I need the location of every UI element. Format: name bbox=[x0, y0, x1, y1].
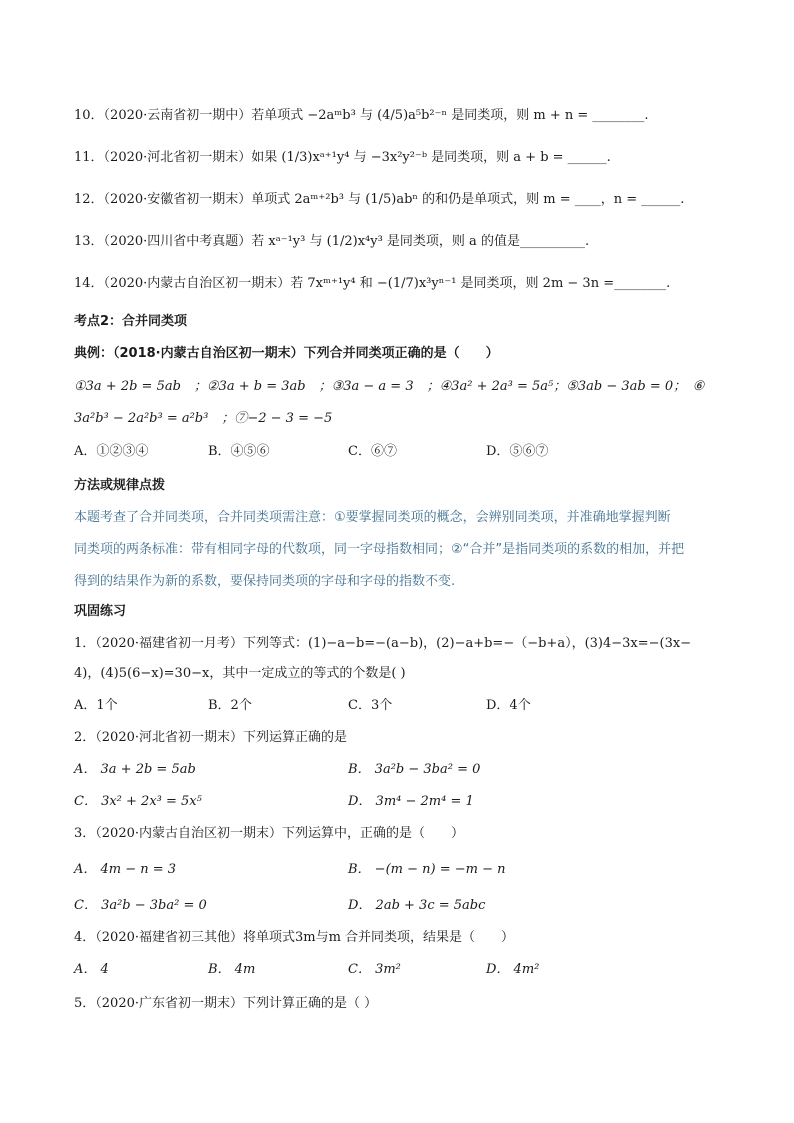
practice-2-option-b: B． 3a²b − 3ba² = 0 bbox=[348, 762, 481, 777]
practice-4-option-a: A． 4 bbox=[74, 962, 109, 977]
practice-1-option-c: C．3个 bbox=[348, 698, 393, 713]
practice-3-option-c: C． 3a²b − 3ba² = 0 bbox=[74, 898, 207, 913]
practice-3-option-d: D． 2ab + 3c = 5abc bbox=[348, 898, 486, 913]
practice-3-option-b: B． −(m − n) = −m − n bbox=[348, 862, 506, 877]
method-line-2: 同类项的两条标准：带有相同字母的代数项，同一字母指数相同；②“合并”是指同类项的系数的相加，并把 bbox=[74, 542, 685, 557]
example-option-d: D．⑤⑥⑦ bbox=[486, 444, 549, 459]
practice-2-option-d: D． 3m⁴ − 2m⁴ = 1 bbox=[348, 794, 474, 809]
practice-4-option-b: B． 4m bbox=[208, 962, 256, 977]
example-option-b: B．④⑤⑥ bbox=[208, 444, 270, 459]
practice-4-option-c: C． 3m² bbox=[348, 962, 401, 977]
practice-4: 4．（2020·福建省初三其他）将单项式3m与m 合并同类项，结果是（ ） bbox=[74, 930, 515, 945]
question-13: 13．（2020·四川省中考真题）若 xᵃ⁻¹y³ 与 (1/2)x⁴y³ 是同类项，则 a 的值是__________. bbox=[74, 234, 590, 249]
practice-2: 2．（2020·河北省初一期末）下列运算正确的是 bbox=[74, 730, 347, 745]
practice-1-option-b: B．2个 bbox=[208, 698, 252, 713]
method-line-1: 本题考查了合并同类项，合并同类项需注意：①要掌握同类项的概念，会辨别同类项，并准确地掌握判断 bbox=[74, 510, 671, 525]
question-11: 11．（2020·河北省初一期末）如果 (1/3)xᵃ⁺¹y⁴ 与 −3x²y²⁻ᵇ 是同类项，则 a + b = ______. bbox=[74, 150, 611, 165]
practice-heading: 巩固练习 bbox=[74, 604, 127, 619]
practice-5: 5．（2020·广东省初一期末）下列计算正确的是（ ） bbox=[74, 996, 378, 1011]
example-option-c: C．⑥⑦ bbox=[348, 444, 397, 459]
practice-1-line-2: 4)，(4)5(6−x)=30−x，其中一定成立的等式的个数是( ) bbox=[74, 666, 406, 681]
practice-3: 3．（2020·内蒙古自治区初一期末）下列运算中，正确的是（ ） bbox=[74, 826, 464, 841]
question-12: 12．（2020·安徽省初一期末）单项式 2aᵐ⁺²b³ 与 (1/5)abⁿ 的和仍是单项式，则 m = ____，n = ______. bbox=[74, 192, 685, 207]
practice-2-option-c: C． 3x² + 2x³ = 5x⁵ bbox=[74, 794, 202, 809]
example-items-line1: ①3a + 2b = 5ab ；②3a + b = 3ab ；③3a − a = 3 ；④3a² + 2a³ = 5a⁵；⑤3ab − 3ab = 0； ⑥ bbox=[74, 379, 705, 394]
practice-1-option-a: A．1个 bbox=[74, 698, 118, 713]
method-heading: 方法或规律点拨 bbox=[74, 478, 166, 493]
question-14: 14．（2020·内蒙古自治区初一期末）若 7xᵐ⁺¹y⁴ 和 −(1/7)x³yⁿ⁻¹ 是同类项，则 2m − 3n =________. bbox=[74, 276, 671, 291]
practice-1-line-1: 1．（2020·福建省初一月考）下列等式：(1)−a−b=−(a−b)，(2)−a+b=−（−b+a），(3)4−3x=−(3x− bbox=[74, 636, 692, 651]
example-text: 典例：（2018·内蒙古自治区初一期末）下列合并同类项正确的是（ ） bbox=[74, 346, 499, 361]
example-option-a: A．①②③④ bbox=[74, 444, 149, 459]
section-heading-topic2: 考点2：合并同类项 bbox=[74, 314, 188, 329]
practice-3-option-a: A． 4m − n = 3 bbox=[74, 862, 177, 877]
example-items-line2: 3a²b³ − 2a²b³ = a²b³ ；⑦−2 − 3 = −5 bbox=[74, 411, 333, 426]
practice-2-option-a: A． 3a + 2b = 5ab bbox=[74, 762, 196, 777]
method-line-3: 得到的结果作为新的系数，要保持同类项的字母和字母的指数不变. bbox=[74, 574, 456, 589]
question-10: 10．（2020·云南省初一期中）若单项式 −2aᵐb³ 与 (4/5)a⁵b²⁻ⁿ 是同类项，则 m + n = ________. bbox=[74, 108, 649, 123]
practice-4-option-d: D． 4m² bbox=[486, 962, 540, 977]
practice-1-option-d: D．4个 bbox=[486, 698, 531, 713]
example-question bbox=[74, 344, 499, 364]
